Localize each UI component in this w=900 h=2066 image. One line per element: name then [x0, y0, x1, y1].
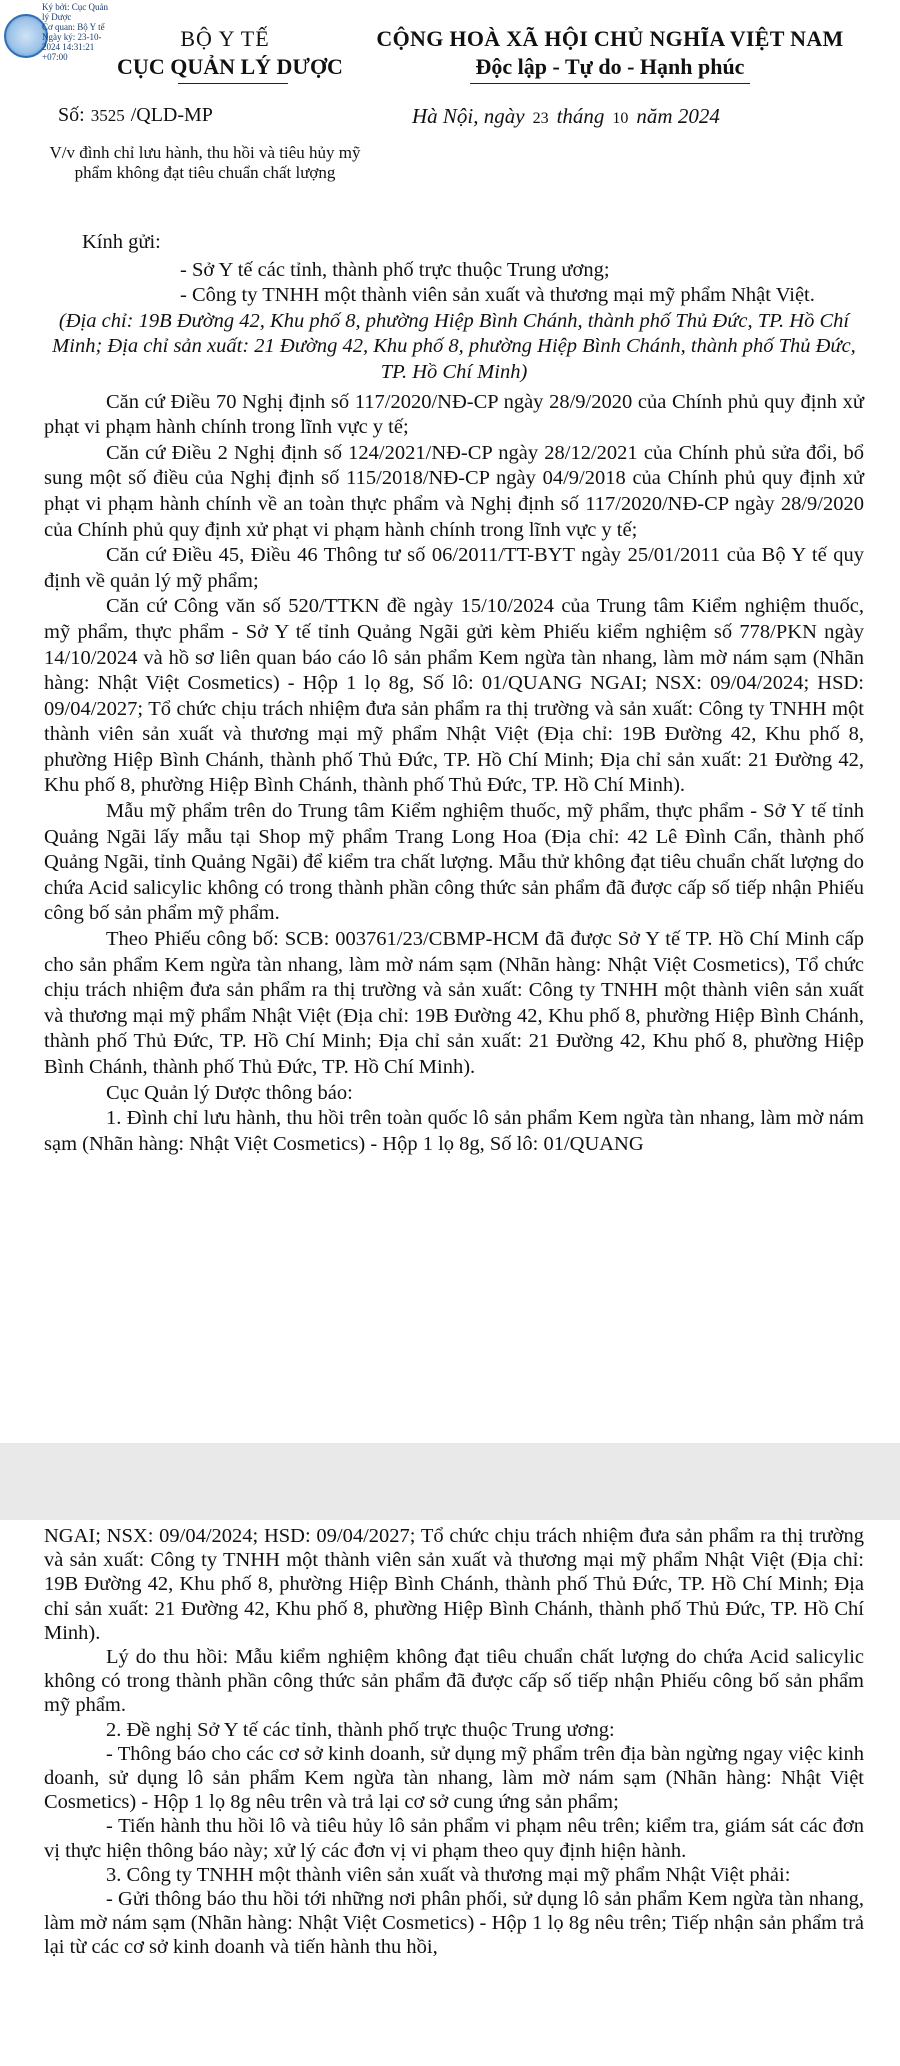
paragraph: - Gửi thông báo thu hồi tới những nơi phân phối, sử dụng lô sản phẩm Kem ngừa tàn nhang, làm mờ nám sạm (Nhãn hàng: Nhật Việt Cosmetics) - Hộp 1 lọ 8g nêu trên; Tiếp nhận sản phẩm trả lại từ các cơ sở kinh doanh và tiến hành thu hồi,: [44, 1888, 864, 1959]
org-name: CỤC QUẢN LÝ DƯỢC: [117, 54, 343, 79]
paragraph: 1. Đình chỉ lưu hành, thu hồi trên toàn quốc lô sản phẩm Kem ngừa tàn nhang, làm mờ nám sạm (Nhãn hàng: Nhật Việt Cosmetics) - Hộp 1 lọ 8g, Số lô: 01/QUANG: [44, 1107, 864, 1155]
page-separator: [0, 1443, 900, 1520]
document-page-2: [0, 1520, 900, 2066]
paragraph: Theo Phiếu công bố: SCB: 003761/23/CBMP-HCM đã được Sở Y tế TP. Hồ Chí Minh cấp cho sản phẩm Kem ngừa tàn nhang, làm mờ nám sạm (Nhãn hàng: Nhật Việt Cosmetics), Tổ chức chịu trách nhiệm đưa sản phẩm ra thị trường và sản xuất: Công ty TNHH một thành viên sản xuất và thương mại mỹ phẩm Nhật Việt (Địa chỉ: 19B Đường 42, Khu phố 8, phường Hiệp Bình Chánh, thành phố Thủ Đức, TP. Hồ Chí Minh; Địa chỉ sản xuất: 21 Đường 42, Khu phố 8, phường Hiệp Bình Chánh, thành phố Thủ Đức, TP. Hồ Chí Minh).: [44, 928, 864, 1078]
signature-line: lý Dược: [42, 12, 72, 22]
signature-line: +07:00: [42, 52, 68, 62]
recipient-address: (Địa chỉ: 19B Đường 42, Khu phố 8, phường Hiệp Bình Chánh, thành phố Thủ Đức, TP. Hồ Chí Minh; Địa chỉ sản xuất: 21 Đường 42, Khu phố 8, phường Hiệp Bình Chánh, thành phố Thủ Đức, TP. Hồ Chí Minh): [52, 309, 856, 383]
paragraph: Cục Quản lý Dược thông báo:: [106, 1081, 353, 1104]
org-underline: [178, 83, 288, 84]
org-parent: BỘ Y TẾ: [180, 26, 270, 51]
signature-line: Ngày ký: 23-10-: [42, 32, 102, 42]
national-title: CỘNG HOÀ XÃ HỘI CHỦ NGHĨA VIỆT NAM: [376, 26, 844, 51]
paragraph: NGAI; NSX: 09/04/2024; HSD: 09/04/2027; Tổ chức chịu trách nhiệm đưa sản phẩm ra thị trường và sản xuất: Công ty TNHH một thành viên sản xuất và thương mại mỹ phẩm Nhật Việt (Địa chỉ: 19B Đường 42, Khu phố 8, phường Hiệp Bình Chánh, thành phố Thủ Đức, TP. Hồ Chí Minh; Địa chỉ sản xuất: 21 Đường 42, Khu phố 8, phường Hiệp Bình Chánh, thành phố Thủ Đức, TP. Hồ Chí Minh).: [44, 1525, 864, 1644]
motto-underline: [470, 83, 750, 84]
salutation: Kính gửi:: [82, 231, 161, 253]
document-body-1: [44, 230, 864, 1157]
document-subject: V/v đình chỉ lưu hành, thu hồi và tiêu hủy mỹ phẩm không đạt tiêu chuẩn chất lượng: [49, 143, 361, 182]
paragraph: 3. Công ty TNHH một thành viên sản xuất và thương mại mỹ phẩm Nhật Việt phải:: [106, 1863, 791, 1886]
document-number: Số: 3525 /QLD-MP: [58, 104, 213, 126]
document-body-2: [44, 1524, 864, 1960]
paragraph: 2. Đề nghị Sở Y tế các tỉnh, thành phố trực thuộc Trung ương:: [106, 1718, 615, 1741]
signature-line: Cơ quan: Bộ Y tế: [42, 22, 105, 32]
paragraph: - Thông báo cho các cơ sở kinh doanh, sử dụng mỹ phẩm trên địa bàn ngừng ngay việc kinh doanh, sử dụng lô sản phẩm Kem ngừa tàn nhang, làm mờ nám sạm (Nhãn hàng: Nhật Việt Cosmetics) - Hộp 1 lọ 8g nêu trên và trả lại cơ sở cung ứng sản phẩm;: [44, 1742, 864, 1814]
paragraph: - Tiến hành thu hồi lô và tiêu hủy lô sản phẩm vi phạm nêu trên; kiểm tra, giám sát các đơn vị thực hiện thông báo này; xử lý các đơn vị vi phạm theo quy định hiện hành.: [44, 1815, 864, 1862]
paragraph: Căn cứ Điều 45, Điều 46 Thông tư số 06/2011/TT-BYT ngày 25/01/2011 của Bộ Y tế quy định về quản lý mỹ phẩm;: [44, 544, 864, 592]
signature-line: Ký bởi: Cục Quản: [42, 2, 109, 12]
paragraph: Căn cứ Công văn số 520/TTKN đề ngày 15/10/2024 của Trung tâm Kiểm nghiệm thuốc, mỹ phẩm, thực phẩm - Sở Y tế tỉnh Quảng Ngãi gửi kèm Phiếu kiểm nghiệm số 778/PKN ngày 14/10/2024 và hồ sơ liên quan báo cáo lô sản phẩm Kem ngừa tàn nhang, làm mờ nám sạm (Nhãn hàng: Nhật Việt Cosmetics) - Hộp 1 lọ 8g, Số lô: 01/QUANG NGAI; NSX: 09/04/2024; HSD: 09/04/2027; Tổ chức chịu trách nhiệm đưa sản phẩm ra thị trường và sản xuất: Công ty TNHH một thành viên sản xuất và thương mại mỹ phẩm Nhật Việt (Địa chỉ: 19B Đường 42, Khu phố 8, phường Hiệp Bình Chánh, thành phố Thủ Đức, TP. Hồ Chí Minh; Địa chỉ sản xuất: 21 Đường 42, Khu phố 8, phường Hiệp Bình Chánh, thành phố Thủ Đức, TP. Hồ Chí Minh).: [44, 595, 864, 797]
paragraph: Lý do thu hồi: Mẫu kiểm nghiệm không đạt tiêu chuẩn chất lượng do chứa Acid salicylic không có trong thành phần công thức sản phẩm đã được cấp số tiếp nhận Phiếu công bố sản phẩm mỹ phẩm.: [44, 1646, 864, 1717]
paragraph: Mẫu mỹ phẩm trên do Trung tâm Kiểm nghiệm thuốc, mỹ phẩm, thực phẩm - Sở Y tế tỉnh Quảng Ngãi lấy mẫu tại Shop mỹ phẩm Trang Long Hoa (Địa chỉ: 42 Lê Đình Cẩn, thành phố Quảng Ngãi, tỉnh Quảng Ngãi) để kiểm tra chất lượng. Mẫu thử không đạt tiêu chuẩn chất lượng do chứa Acid salicylic không có trong thành phần công thức sản phẩm đã được cấp số tiếp nhận Phiếu công bố sản phẩm mỹ phẩm.: [44, 800, 864, 925]
place-date: Hà Nội, ngày 23 tháng 10 năm 2024: [412, 104, 720, 128]
recipient-item: - Công ty TNHH một thành viên sản xuất và thương mại mỹ phẩm Nhật Việt.: [180, 284, 815, 307]
signature-line: 2024 14:31:21: [42, 42, 95, 52]
paragraph: Căn cứ Điều 2 Nghị định số 124/2021/NĐ-CP ngày 28/12/2021 của Chính phủ sửa đổi, bổ sung một số điều của Nghị định số 115/2018/NĐ-CP ngày 04/9/2018 của Chính phủ quy định xử phạt vi phạm hành chính về an toàn thực phẩm và Nghị định số 117/2020/NĐ-CP ngày 28/9/2020 của Chính phủ quy định xử phạt vi phạm hành chính trong lĩnh vực y tế;: [44, 441, 864, 541]
paragraph: Căn cứ Điều 70 Nghị định số 117/2020/NĐ-CP ngày 28/9/2020 của Chính phủ quy định xử phạt vi phạm hành chính trong lĩnh vực y tế;: [44, 390, 864, 439]
recipient-item: - Sở Y tế các tỉnh, thành phố trực thuộc Trung ương;: [180, 258, 610, 281]
national-motto: Độc lập - Tự do - Hạnh phúc: [475, 54, 745, 79]
